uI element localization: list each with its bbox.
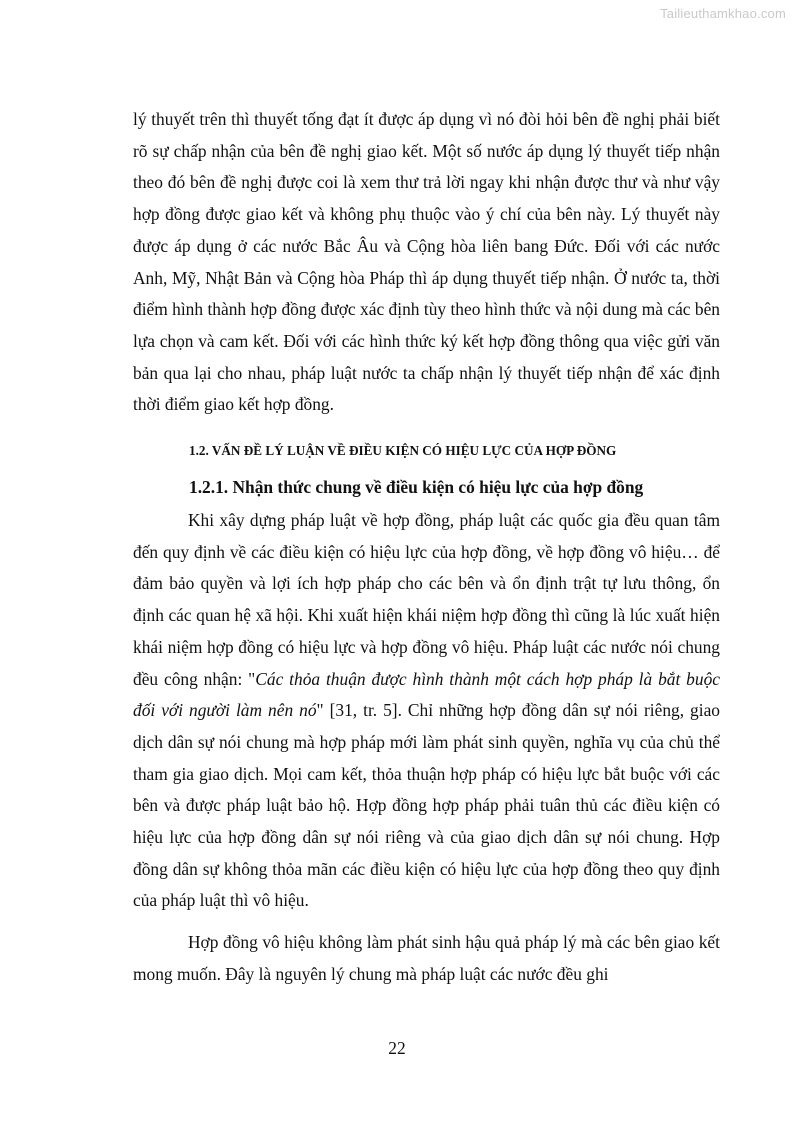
paragraph-2-part-1: Khi xây dựng pháp luật về hợp đồng, pháp luật các quốc gia đều quan tâm đến quy định về các điều kiện có hiệu lực của hợp đồng, về hợp đồng vô hiệu… để đảm bảo quyền và lợi ích hợp pháp cho các bên và ổn định trật tự lưu thông, ổn định các quan hệ xã hội. Khi xuất hiện khái niệm hợp đồng thì cũng là lúc xuất hiện khái niệm hợp đồng có hiệu lực và hợp đồng vô hiệu. Pháp luật các nước nói chung đều công nhận: " <box>133 510 720 689</box>
section-heading: 1.2. VẤN ĐỀ LÝ LUẬN VỀ ĐIỀU KIỆN CÓ HIỆU LỰC CỦA HỢP ĐỒNG <box>189 443 617 459</box>
document-body <box>133 104 720 991</box>
paragraph-1: lý thuyết trên thì thuyết tống đạt ít được áp dụng vì nó đòi hỏi bên đề nghị phải biết rõ sự chấp nhận của bên đề nghị giao kết. Một số nước áp dụng lý thuyết tiếp nhận theo đó bên đề nghị được coi là xem thư trả lời ngay khi nhận được thư và như vậy hợp đồng được giao kết và không phụ thuộc vào ý chí của bên này. Lý thuyết này được áp dụng ở các nước Bắc Âu và Cộng hòa liên bang Đức. Đối với các nước Anh, Mỹ, Nhật Bản và Cộng hòa Pháp thì áp dụng thuyết tiếp nhận. Ở nước ta, thời điểm hình thành hợp đồng được xác định tùy theo hình thức và nội dung mà các bên lựa chọn và cam kết. Đối với các hình thức ký kết hợp đồng thông qua việc gửi văn bản qua lại cho nhau, pháp luật nước ta chấp nhận lý thuyết tiếp nhận để xác định thời điểm giao kết hợp đồng. <box>133 109 720 415</box>
page-number: 22 <box>388 1038 406 1058</box>
watermark: Tailieuthamkhao.com <box>660 6 786 21</box>
paragraph-2 <box>133 505 720 917</box>
paragraph-2-part-2: " [31, tr. 5]. Chỉ những hợp đồng dân sự nói riêng, giao dịch dân sự nói chung mà hợp pháp mới làm phát sinh quyền, nghĩa vụ của chủ thể tham gia giao dịch. Mọi cam kết, thỏa thuận hợp pháp có hiệu lực bắt buộc với các bên và được pháp luật bảo hộ. Hợp đồng hợp pháp phải tuân thủ các điều kiện có hiệu lực của hợp đồng dân sự nói riêng và của giao dịch dân sự nói chung. Hợp đồng dân sự không thỏa mãn các điều kiện có hiệu lực của hợp đồng theo quy định của pháp luật thì vô hiệu. <box>133 700 720 911</box>
paragraph-2-quote: Các thỏa thuận được hình thành một cách hợp pháp là bắt buộc đối với người làm nên nó <box>133 668 720 721</box>
paragraph-3: Hợp đồng vô hiệu không làm phát sinh hậu quả pháp lý mà các bên giao kết mong muốn. Đây là nguyên lý chung mà pháp luật các nước đều ghi <box>133 932 720 984</box>
subsection-heading: 1.2.1. Nhận thức chung về điều kiện có hiệu lực của hợp đồng <box>189 477 644 498</box>
